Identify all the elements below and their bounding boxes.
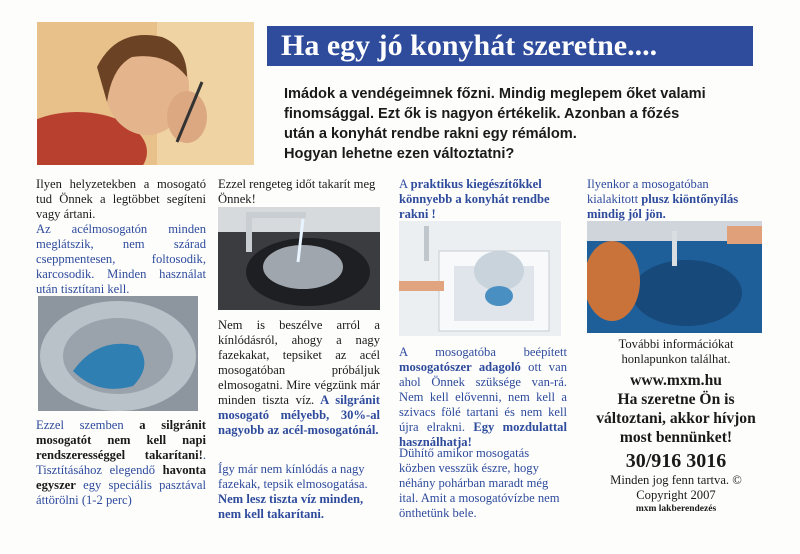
text-span-bold: mosogatószer adagoló — [399, 360, 521, 374]
sink-accessories-photo — [399, 221, 561, 336]
company-name: mxm lakberendezés — [635, 504, 717, 514]
column-3-top — [399, 177, 571, 222]
steel-sink-photo — [38, 296, 198, 411]
copyright-text: Copyright 2007 — [636, 488, 716, 502]
column-1-bottom — [36, 418, 206, 508]
column-1-top — [36, 177, 206, 297]
text-span-bold: havonta egyszer — [36, 463, 206, 492]
contact-block — [590, 337, 762, 515]
website-url: www.mxm.hu — [630, 372, 722, 389]
text-span: Így már nem kínlódás a nagy fazekak, tepsik elmosogatása. — [218, 462, 368, 491]
col1-paragraph-3 — [36, 418, 206, 508]
column-2-middle — [218, 318, 380, 438]
intro-line-3: után a konyhát rendbe rakni egy rémálom. — [284, 126, 577, 142]
woman-thinking-photo — [37, 22, 254, 165]
text-span-bold: plusz kiöntőnyílás mindig jól jön. — [587, 192, 739, 221]
col2-paragraph-1: Ezzel rengeteg időt takarít meg Önnek! — [218, 177, 376, 206]
info-text: További információkat honlapunkon találhat. — [618, 337, 734, 366]
column-4-top — [587, 177, 762, 222]
text-span: . Tisztításához elegendő — [36, 448, 206, 477]
col2-paragraph-3 — [218, 462, 380, 522]
col1-paragraph-1: Ilyen helyzetekben a mosogató tud Önnek a legtöbbet segíteni vagy ártani. — [36, 177, 206, 221]
text-span: ott van ahol Önnek szüksége van-rá. Nem kell elővenni, nem kell a szivacs fölé tartani és nem kell újra elrakni. — [399, 360, 567, 434]
text-span: egy speciális pasztával áttörölni (1-2 perc) — [36, 478, 206, 507]
intro-text — [284, 84, 760, 164]
col3-paragraph-3: Dühítő amikor mosogatás közben vesszük észre, hogy néhány pohárban maradt még ital. Amit a mosogatóvízbe nem önthetünk bele. — [399, 446, 560, 520]
text-span-bold: Egy mozdulattal használhatja! — [399, 420, 567, 449]
text-span: Nem is beszélve arról a kínlódásról, ahogy a nagy fazekakat, tepsiket az acél mosogatóban próbáljuk elmosogatni. Mire végzünk már minden tiszta víz. — [218, 318, 380, 407]
text-span-bold: A silgránit mosogató mélyebb, 30%-al nagyobb az acél-mosogatónál. — [218, 393, 380, 437]
granite-sink-photo — [218, 207, 380, 310]
text-span-bold: Nem lesz tiszta víz minden, nem kell takarítani. — [218, 492, 364, 521]
text-span: Ezzel szemben — [36, 418, 140, 432]
col4-paragraph-1 — [587, 177, 762, 222]
text-span: A — [399, 177, 411, 191]
intro-line-1: Imádok a vendégeimnek főzni. Mindig meglepem őket valami — [284, 86, 706, 102]
intro-line-4: Hogyan lehetne ezen változtatni? — [284, 146, 515, 162]
col3-paragraph-1 — [399, 177, 571, 222]
text-span-bold: praktikus kiegészítőkkel könnyebb a konyhát rendbe rakni ! — [399, 177, 550, 221]
col3-paragraph-2 — [399, 345, 567, 450]
column-3-bottom — [399, 446, 567, 521]
blue-sink-photo — [587, 221, 762, 333]
column-2-bottom — [218, 462, 380, 522]
intro-line-2: finomsággal. Ezt ők is nagyon értékelik. Azonban a főzés — [284, 106, 680, 122]
column-2-top — [218, 177, 378, 207]
col1-paragraph-2: Az acélmosogatón minden meglátszik, nem szárad cseppmentesen, foltosodik, karcosodik. Minden használat után tisztítani kell. — [36, 222, 206, 296]
phone-number: 30/916 3016 — [625, 450, 727, 472]
rights-text: Minden jog fenn tartva. © — [610, 473, 742, 487]
text-span-bold: a silgránit mosogatót nem kell napi rendszerességgel takarítani! — [36, 418, 206, 462]
text-span: A mosogatóba beépített — [399, 345, 567, 359]
page-title: Ha egy jó konyhát szeretne.... — [267, 26, 753, 66]
col2-paragraph-2 — [218, 318, 380, 438]
call-to-action: Ha szeretne Ön is változtani, akkor hívjon most bennünket! — [596, 391, 756, 446]
column-3-middle — [399, 345, 567, 450]
text-span: Ilyenkor a mosogatóban kialakitott — [587, 177, 709, 206]
